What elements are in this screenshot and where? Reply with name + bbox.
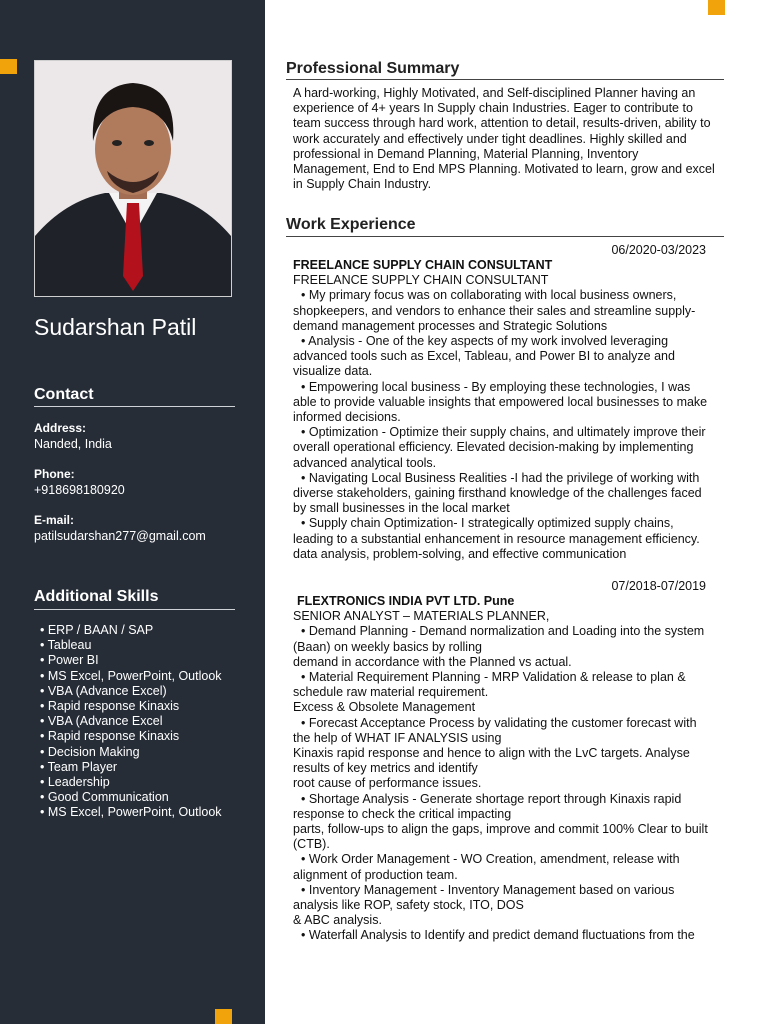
job-bullet: • Material Requirement Planning - MRP Validation & release to plan & schedule raw material requirement.: [293, 670, 686, 700]
job-bullet: • My primary focus was on collaborating with local business owners, shopkeepers, and vendors to enhance their sales and streamline supply-demand management processes and Strategic Solutions: [293, 288, 696, 333]
job-line: root cause of performance issues.: [293, 776, 482, 791]
job-company: FREELANCE SUPPLY CHAIN CONSULTANT: [293, 258, 553, 272]
phone-label: Phone:: [34, 467, 75, 481]
accent-square-top-right: [708, 0, 725, 15]
job-bullet: • Navigating Local Business Realities -I had the privilege of working with diverse stakeholders, gaining firsthand knowledge of the challenges faced by small businesses in the local market: [293, 470, 702, 516]
phone-value: +918698180920: [34, 483, 125, 497]
skill-item: • Leadership: [40, 775, 110, 790]
job-title: FREELANCE SUPPLY CHAIN CONSULTANT: [293, 273, 549, 288]
address-value: Nanded, India: [34, 437, 112, 451]
accent-square-top-left: [0, 59, 17, 74]
experience-heading: Work Experience: [286, 216, 416, 233]
skills-divider: [34, 609, 235, 610]
summary-divider: [286, 79, 724, 80]
job-bullet: • Inventory Management - Inventory Management based on various analysis like ROP, safety stock, ITO, DOS: [293, 882, 675, 913]
job-bullet: • Shortage Analysis - Generate shortage report through Kinaxis rapid response to check the critical impacting: [293, 791, 682, 821]
job-line: Excess & Obsolete Management: [293, 700, 476, 715]
skill-item: • Rapid response Kinaxis: [40, 699, 180, 714]
skill-item: • Good Communication: [40, 790, 169, 805]
profile-photo: [34, 60, 232, 297]
job-title: SENIOR ANALYST – MATERIALS PLANNER,: [293, 609, 550, 624]
job-bullet: • Analysis - One of the key aspects of my work involved leveraging advanced tools such as Excel, Tableau, and Power BI to analyze and visualize data.: [293, 334, 675, 379]
job-bullet: • Waterfall Analysis to Identify and predict demand fluctuations from the: [301, 928, 695, 943]
skill-item: • VBA (Advance Excel): [40, 683, 167, 698]
summary-text: A hard-working, Highly Motivated, and Self-disciplined Planner having an experience of 4+ years In Supply chain Industries. Eager to contribute to team success through hard work, attention to detail, results-driven, ability to work accurately and effectively under tight deadlines. Highly skilled and professional in Demand Planning, Material Planning, Inventory Management, End to End MPS Planning. Motivated to learn, grow and excel in Supply Chain Industry.: [293, 86, 715, 192]
job-line: & ABC analysis.: [293, 913, 382, 928]
job-bullet: • Forecast Acceptance Process by validating the customer forecast with the help of WHAT IF ANALYSIS using: [293, 715, 697, 745]
job-bullet: • Supply chain Optimization- I strategically optimized supply chains, leading to a substantial enhancement in resource management efficiency. data analysis, problem-solving, and effective communication: [293, 516, 700, 561]
job-bullet: • Work Order Management - WO Creation, amendment, release with alignment of production team.: [293, 852, 680, 882]
skill-item: • VBA (Advance Excel: [40, 714, 163, 729]
skills-heading: Additional Skills: [34, 588, 159, 605]
job-entry: [293, 594, 717, 944]
accent-square-bottom: [215, 1009, 232, 1024]
job-line: parts, follow-ups to align the gaps, improve and commit 100% Clear to built (CTB).: [293, 822, 708, 852]
profile-name: Sudarshan Patil: [34, 314, 197, 340]
skill-item: • MS Excel, PowerPoint, Outlook: [40, 668, 222, 683]
email-value[interactable]: patilsudarshan277@gmail.com: [34, 529, 206, 543]
job-dates: 06/2020-03/2023: [611, 243, 706, 257]
skill-item: • Decision Making: [40, 744, 140, 759]
experience-divider: [286, 236, 724, 237]
skill-item: • Tableau: [40, 638, 92, 653]
skill-item: • ERP / BAAN / SAP: [40, 623, 154, 637]
skill-item: • Rapid response Kinaxis: [40, 729, 180, 744]
job-line: Kinaxis rapid response and hence to align with the LvC targets. Analyse results of key metrics and identify: [293, 746, 690, 776]
skill-item: • Team Player: [40, 759, 118, 774]
contact-divider: [34, 406, 235, 407]
summary-heading: Professional Summary: [286, 60, 460, 77]
job-bullet: • Optimization - Optimize their supply chains, and ultimately improve their overall operational efficiency. Elevated decision-making by implementing advanced analytical tools.: [293, 425, 706, 470]
job-company: FLEXTRONICS INDIA PVT LTD. Pune: [297, 594, 515, 608]
job-bullet: • Demand Planning - Demand normalization and Loading into the system (Baan) on weekly basics by rolling: [293, 624, 705, 654]
job-line: demand in accordance with the Planned vs actual.: [293, 654, 572, 669]
job-entry: [293, 258, 717, 562]
job-dates: 07/2018-07/2019: [611, 579, 706, 593]
profile-photo-image: [35, 61, 231, 296]
skill-item: • Power BI: [40, 653, 99, 668]
skills-list: [40, 623, 222, 821]
address-label: Address:: [34, 421, 87, 435]
email-label: E-mail:: [34, 513, 75, 527]
job-bullet: • Empowering local business - By employing these technologies, I was able to provide valuable insights that empowered local businesses to make informed decisions.: [293, 379, 708, 425]
skill-item: • MS Excel, PowerPoint, Outlook: [40, 805, 222, 820]
contact-heading: Contact: [34, 386, 94, 403]
